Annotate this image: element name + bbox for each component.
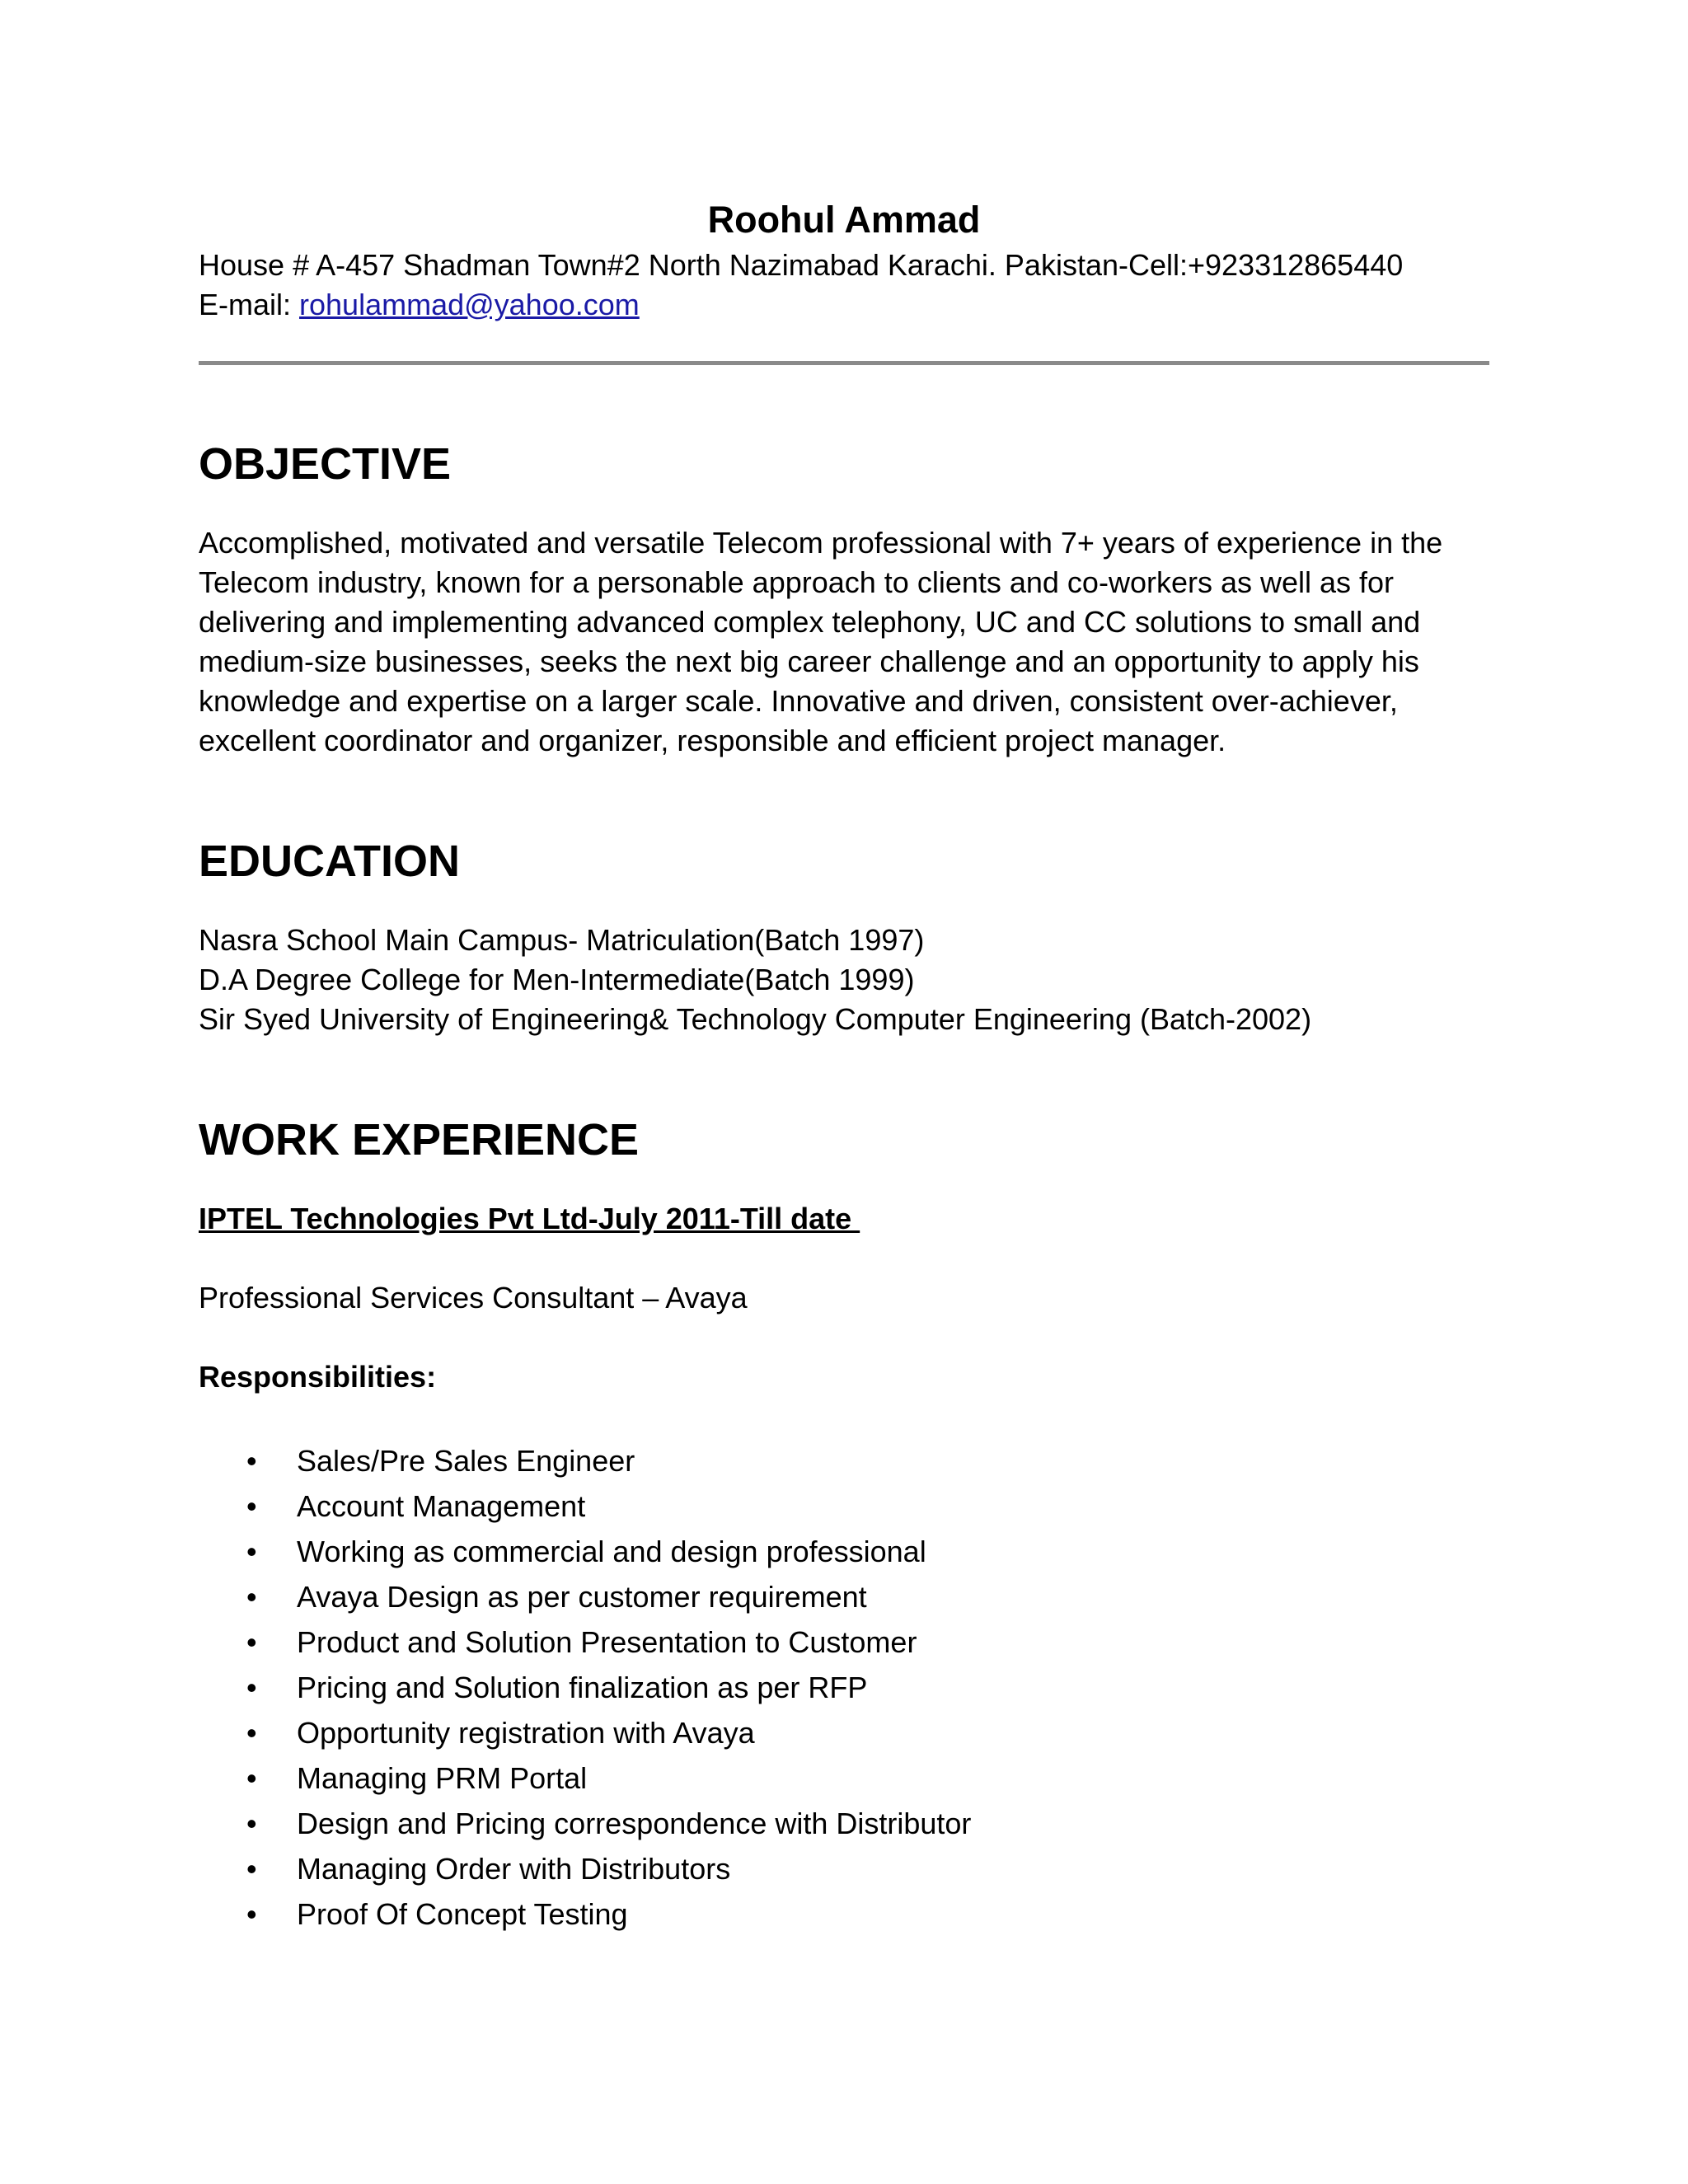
responsibility-item — [199, 1529, 1489, 1574]
responsibility-text: Proof Of Concept Testing — [297, 1897, 628, 1931]
resume-content — [199, 194, 1489, 1937]
responsibility-item — [199, 1619, 1489, 1665]
bullet-icon: • — [246, 1489, 257, 1523]
header-divider — [199, 361, 1489, 365]
responsibility-text: Product and Solution Presentation to Customer — [297, 1625, 917, 1659]
contact-email-line — [199, 285, 1489, 325]
bullet-icon: • — [246, 1761, 257, 1795]
education-list — [199, 921, 1489, 1039]
responsibility-item — [199, 1891, 1489, 1937]
responsibility-text: Managing PRM Portal — [297, 1761, 588, 1795]
responsibility-item — [199, 1483, 1489, 1529]
education-heading: EDUCATION — [199, 837, 460, 886]
responsibility-text: Avaya Design as per customer requirement — [297, 1580, 867, 1614]
bullet-icon: • — [246, 1807, 257, 1840]
education-item: D.A Degree College for Men-Intermediate(Batch 1999) — [199, 963, 915, 996]
bullet-icon: • — [246, 1852, 257, 1886]
education-item: Sir Syed University of Engineering& Technology Computer Engineering (Batch-2002) — [199, 1002, 1312, 1036]
bullet-icon: • — [246, 1580, 257, 1614]
responsibility-item — [199, 1665, 1489, 1710]
responsibility-text: Design and Pricing correspondence with Distributor — [297, 1807, 972, 1840]
objective-text: Accomplished, motivated and versatile Telecom professional with 7+ years of experience in the Telecom industry, known for a personable approach to clients and co-workers as well as for delivering and implementing advanced complex telephony, UC and CC solutions to small and medium-size businesses, seeks the next big career challenge and an opportunity to apply his knowledge and expertise on a larger scale. Innovative and driven, consistent over-achiever, excellent coordinator and organizer, responsible and efficient project manager. — [199, 526, 1443, 757]
job-role: Professional Services Consultant – Avaya — [199, 1281, 748, 1315]
responsibility-text: Sales/Pre Sales Engineer — [297, 1444, 635, 1478]
responsibility-text: Opportunity registration with Avaya — [297, 1716, 755, 1750]
responsibilities-list — [199, 1438, 1489, 1937]
responsibility-item — [199, 1710, 1489, 1755]
responsibility-text: Account Management — [297, 1489, 586, 1523]
responsibility-item — [199, 1801, 1489, 1846]
bullet-icon: • — [246, 1897, 257, 1931]
bullet-icon: • — [246, 1716, 257, 1750]
objective-heading: OBJECTIVE — [199, 439, 452, 489]
company-title: IPTEL Technologies Pvt Ltd-July 2011-Till date — [199, 1202, 860, 1235]
education-item: Nasra School Main Campus- Matriculation(Batch 1997) — [199, 923, 925, 957]
bullet-icon: • — [246, 1535, 257, 1568]
responsibility-item — [199, 1574, 1489, 1619]
email-label: E-mail: — [199, 288, 300, 321]
responsibility-item — [199, 1846, 1489, 1891]
responsibility-text: Pricing and Solution finalization as per RFP — [297, 1671, 868, 1704]
responsibilities-heading: Responsibilities: — [199, 1360, 437, 1394]
responsibility-item — [199, 1438, 1489, 1483]
bullet-icon: • — [246, 1444, 257, 1478]
bullet-icon: • — [246, 1625, 257, 1659]
contact-address: House # A-457 Shadman Town#2 North Nazimabad Karachi. Pakistan-Cell:+923312865440 — [199, 248, 1404, 282]
email-link[interactable]: rohulammad@yahoo.com — [299, 288, 640, 321]
bullet-icon: • — [246, 1671, 257, 1704]
work-experience-heading: WORK EXPERIENCE — [199, 1115, 640, 1165]
responsibility-text: Managing Order with Distributors — [297, 1852, 731, 1886]
candidate-name: Roohul Ammad — [707, 199, 981, 241]
responsibility-item — [199, 1755, 1489, 1801]
responsibility-text: Working as commercial and design professional — [297, 1535, 926, 1568]
